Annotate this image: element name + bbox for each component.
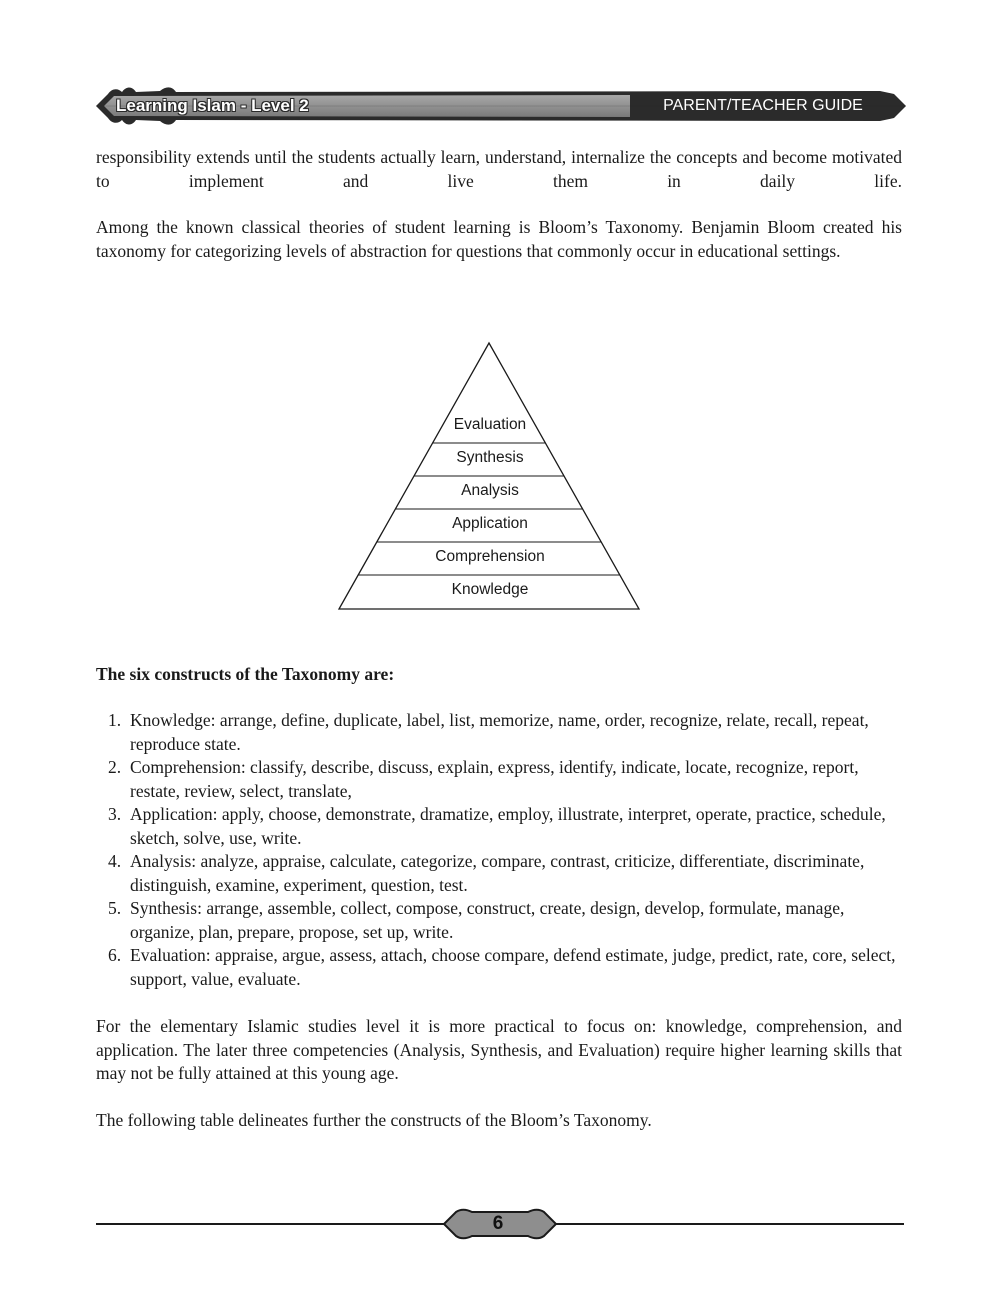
pyramid-level-comprehension: Comprehension <box>435 548 545 565</box>
list-item <box>96 756 902 803</box>
constructs-heading: The six constructs of the Taxonomy are: <box>96 664 395 684</box>
list-item-text: Analysis: analyze, appraise, calculate, categorize, compare, contrast, criticize, differentiate, discriminate, distinguish, examine, experiment, question, test. <box>130 851 865 895</box>
list-item-text: Evaluation: appraise, argue, assess, attach, choose compare, defend estimate, judge, predict, rate, core, select, support, value, evaluate. <box>130 945 896 989</box>
list-item <box>96 709 902 756</box>
list-item-number: 5. <box>108 898 122 918</box>
list-item-number: 2. <box>108 757 122 777</box>
pyramid-level-synthesis: Synthesis <box>456 449 524 466</box>
pyramid-level-analysis: Analysis <box>461 482 519 499</box>
page-footer <box>0 1200 1000 1250</box>
list-item <box>96 803 902 850</box>
pyramid-level-evaluation: Evaluation <box>453 416 527 433</box>
list-item-number: 4. <box>108 851 122 871</box>
list-item-number: 1. <box>108 710 122 730</box>
list-item-text: Comprehension: classify, describe, discuss, explain, express, identify, indicate, locate, recognize, report, restate, review, select, translate, <box>130 757 859 801</box>
list-item <box>96 850 902 897</box>
constructs-list <box>96 709 902 991</box>
list-item-text: Application: apply, choose, demonstrate, dramatize, employ, illustrate, interpret, operate, practice, schedule, sketch, solve, use, write. <box>130 804 886 848</box>
guide-label: PARENT/TEACHER GUIDE <box>663 97 863 114</box>
book-title: Learning Islam - Level 2 <box>116 96 309 115</box>
intro-paragraph-continued: responsibility extends until the students actually learn, understand, internalize the concepts and become motivated to implement and live them in daily life. <box>96 147 902 191</box>
blooms-pyramid-diagram <box>330 338 650 614</box>
page-number: 6 <box>492 1213 504 1234</box>
elementary-focus-paragraph: For the elementary Islamic studies level it is more practical to focus on: knowledge, comprehension, and application. The later three competencies (Analysis, Synthesis, and Evaluation) require higher learning skills that may not be fully attained at this young age. <box>96 1016 902 1083</box>
list-item-number: 6. <box>108 945 122 965</box>
pyramid-level-application: Application <box>452 515 528 532</box>
table-intro-paragraph: The following table delineates further the constructs of the Bloom’s Taxonomy. <box>96 1110 652 1130</box>
pyramid-level-knowledge: Knowledge <box>451 581 529 598</box>
blooms-intro-paragraph: Among the known classical theories of student learning is Bloom’s Taxonomy. Benjamin Bloom created his taxonomy for categorizing levels of abstraction for questions that commonly occur in educational settings. <box>96 217 902 261</box>
list-item-text: Knowledge: arrange, define, duplicate, label, list, memorize, name, order, recognize, relate, recall, repeat, reproduce state. <box>130 710 869 754</box>
list-item-text: Synthesis: arrange, assemble, collect, compose, construct, create, design, develop, formulate, manage, organize, plan, prepare, propose, set up, write. <box>130 898 845 942</box>
page-header <box>0 0 1000 140</box>
list-item <box>96 897 902 944</box>
header-banner-shape <box>0 0 1000 140</box>
list-item-number: 3. <box>108 804 122 824</box>
list-item <box>96 944 902 991</box>
